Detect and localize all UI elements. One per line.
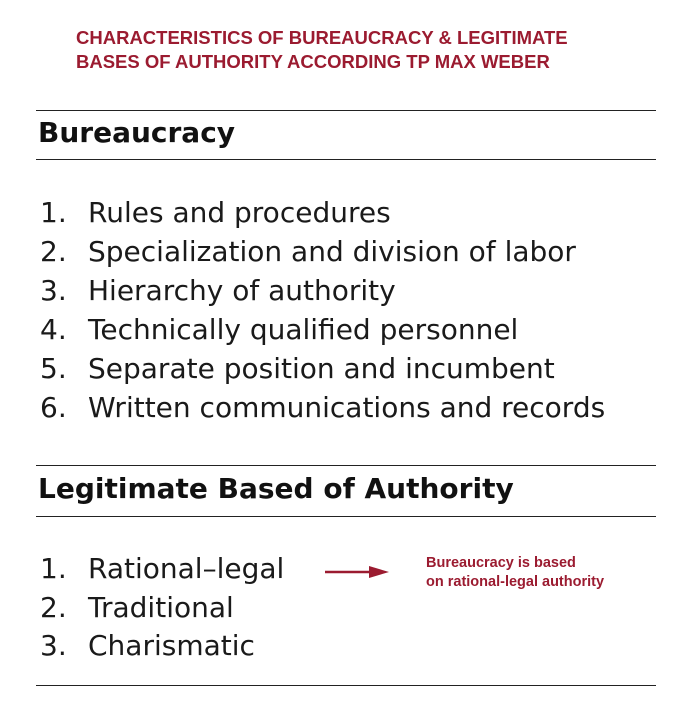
list-item <box>40 271 605 310</box>
list-item-number: 6. <box>40 391 67 424</box>
divider-top <box>36 110 656 111</box>
list-item-number: 5. <box>40 352 67 385</box>
list-item-text: Rules and procedures <box>88 196 391 229</box>
list-item <box>40 310 605 349</box>
divider-bottom <box>36 685 656 686</box>
list-item <box>40 627 284 666</box>
list-item-text: Traditional <box>88 590 234 624</box>
list-item-text: Written communications and records <box>88 391 606 424</box>
list-item-number: 2. <box>40 235 67 268</box>
list-item <box>40 388 605 427</box>
page-title-line-1: CHARACTERISTICS OF BUREAUCRACY & LEGITIMATE <box>76 27 568 48</box>
divider-authority <box>36 516 656 517</box>
list-item-text: Hierarchy of authority <box>88 274 396 307</box>
annotation-line-2: on rational-legal authority <box>426 574 605 590</box>
list-item-text: Technically qualified personnel <box>88 313 519 346</box>
section-heading-bureaucracy: Bureaucracy <box>38 116 236 149</box>
list-item-number: 3. <box>40 629 67 662</box>
list-item-text: Specialization and division of labor <box>88 235 576 268</box>
divider-bureaucracy <box>36 159 656 160</box>
list-item <box>40 349 605 388</box>
annotation-line-1: Bureaucracy is based <box>426 555 576 571</box>
list-item-number: 1. <box>40 196 67 229</box>
arrow-right-icon <box>325 564 389 580</box>
list-item-text: Separate position and incumbent <box>88 352 555 385</box>
page-title-line-2: BASES OF AUTHORITY ACCORDING TP MAX WEBER <box>76 51 550 72</box>
list-item <box>40 193 605 232</box>
annotation-note <box>426 554 604 592</box>
list-item <box>40 550 284 589</box>
list-item <box>40 232 605 271</box>
list-item <box>40 589 284 628</box>
list-item-text: Charismatic <box>88 629 255 662</box>
page-title <box>76 26 568 74</box>
list-item-text: Rational–legal <box>88 552 285 585</box>
divider-middle <box>36 465 656 466</box>
list-item-number: 2. <box>40 590 67 624</box>
list-item-number: 3. <box>40 274 67 307</box>
list-item-number: 1. <box>40 552 67 585</box>
list-item-number: 4. <box>40 313 67 346</box>
bureaucracy-list <box>40 193 605 427</box>
authority-list <box>40 550 284 666</box>
section-heading-authority: Legitimate Based of Authority <box>38 472 514 505</box>
